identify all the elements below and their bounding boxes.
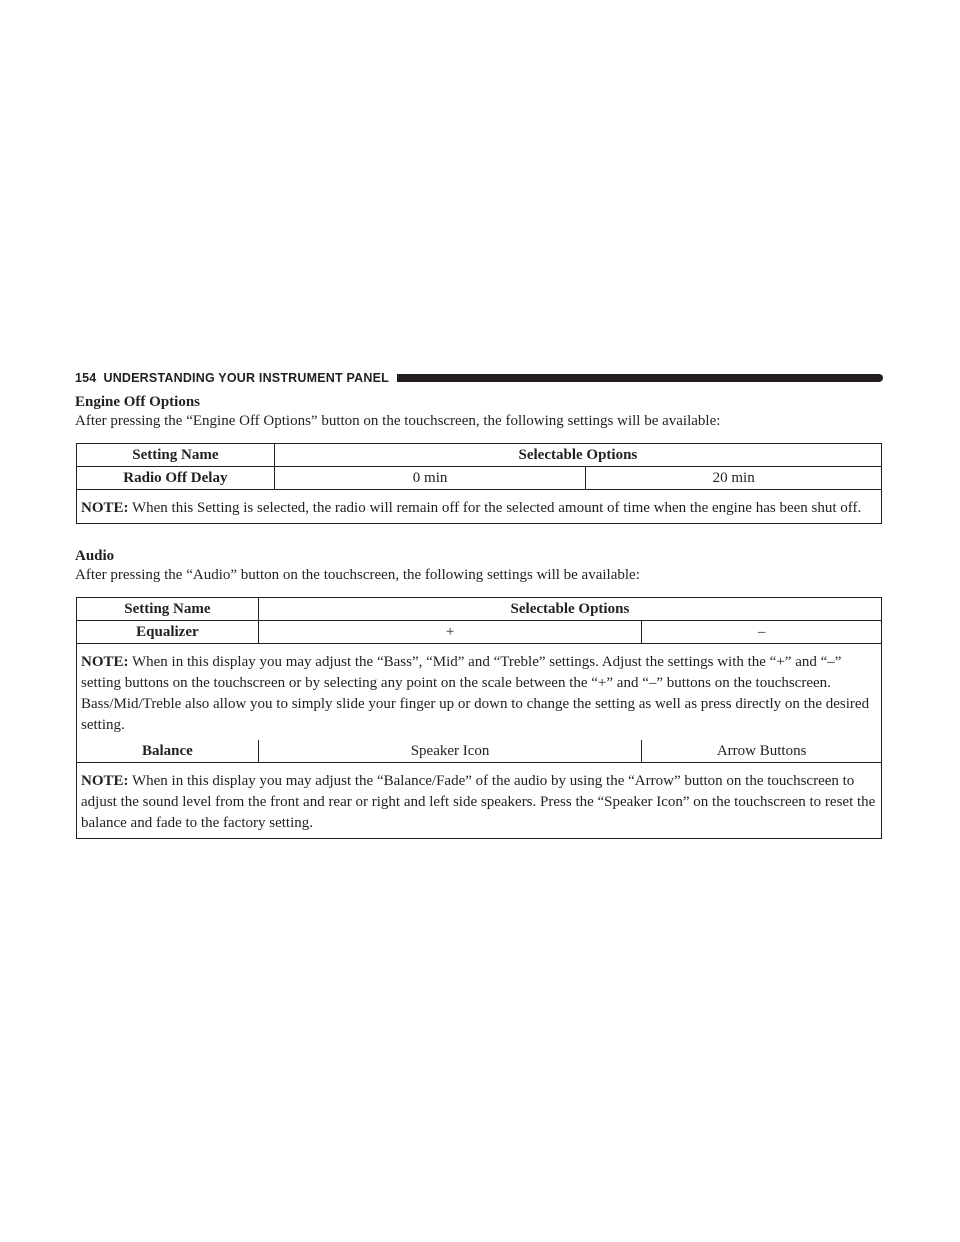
note-label: NOTE: xyxy=(81,654,129,670)
engine-off-intro: After pressing the “Engine Off Options” button on the touchscreen, the following settings will be available: xyxy=(75,413,721,429)
note-text: When this Setting is selected, the radio will remain off for the selected amount of time when the engine has been shut off. xyxy=(128,500,862,516)
section-title: UNDERSTANDING YOUR INSTRUMENT PANEL xyxy=(103,371,389,385)
note-text: When in this display you may adjust the “Bass”, “Mid” and “Treble” settings. Adjust the settings with the “+” and “–” setting buttons on the touchscreen or by selecting any point on the scale between the “+” and “–” buttons on the touchscreen. Bass/Mid/Treble also allow you to simply slide your finger up or down to change the setting as well as press directly on the desired setting. xyxy=(81,654,870,733)
header-setting-name: Setting Name xyxy=(77,444,275,467)
header-rule xyxy=(397,374,883,382)
note-row xyxy=(77,644,882,741)
option-plus: + xyxy=(258,621,641,644)
audio-table xyxy=(76,597,882,839)
note-row xyxy=(77,763,882,839)
option-minus: – xyxy=(642,621,882,644)
page-number: 154 xyxy=(75,371,97,385)
engine-off-note xyxy=(77,490,882,524)
header-setting-name: Setting Name xyxy=(77,598,259,621)
header-selectable-options: Selectable Options xyxy=(258,598,881,621)
audio-title: Audio xyxy=(75,548,115,564)
engine-off-table xyxy=(76,443,882,524)
balance-note xyxy=(77,763,882,839)
option-arrow-buttons: Arrow Buttons xyxy=(642,740,882,763)
setting-balance: Balance xyxy=(77,740,259,763)
table-header-row xyxy=(77,598,882,621)
setting-radio-off-delay: Radio Off Delay xyxy=(77,467,275,490)
page-header xyxy=(75,368,883,388)
note-label: NOTE: xyxy=(81,500,129,516)
audio-section xyxy=(75,547,883,839)
note-text: When in this display you may adjust the “Balance/Fade” of the audio by using the “Arrow” button on the touchscreen to adjust the sound level from the front and rear or right and left side speakers. Press the “Speaker Icon” on the touchscreen to reset the balance and fade to the factory setting. xyxy=(81,773,876,831)
option-20-min: 20 min xyxy=(586,467,882,490)
table-row xyxy=(77,467,882,490)
engine-off-section xyxy=(75,393,883,524)
note-label: NOTE: xyxy=(81,773,129,789)
header-selectable-options: Selectable Options xyxy=(274,444,881,467)
table-row xyxy=(77,621,882,644)
note-row xyxy=(77,490,882,524)
equalizer-note xyxy=(77,644,882,741)
setting-equalizer: Equalizer xyxy=(77,621,259,644)
table-header-row xyxy=(77,444,882,467)
audio-intro: After pressing the “Audio” button on the touchscreen, the following settings will be available: xyxy=(75,567,640,583)
engine-off-title: Engine Off Options xyxy=(75,394,201,410)
option-speaker-icon: Speaker Icon xyxy=(258,740,641,763)
option-0-min: 0 min xyxy=(274,467,586,490)
table-row xyxy=(77,740,882,763)
